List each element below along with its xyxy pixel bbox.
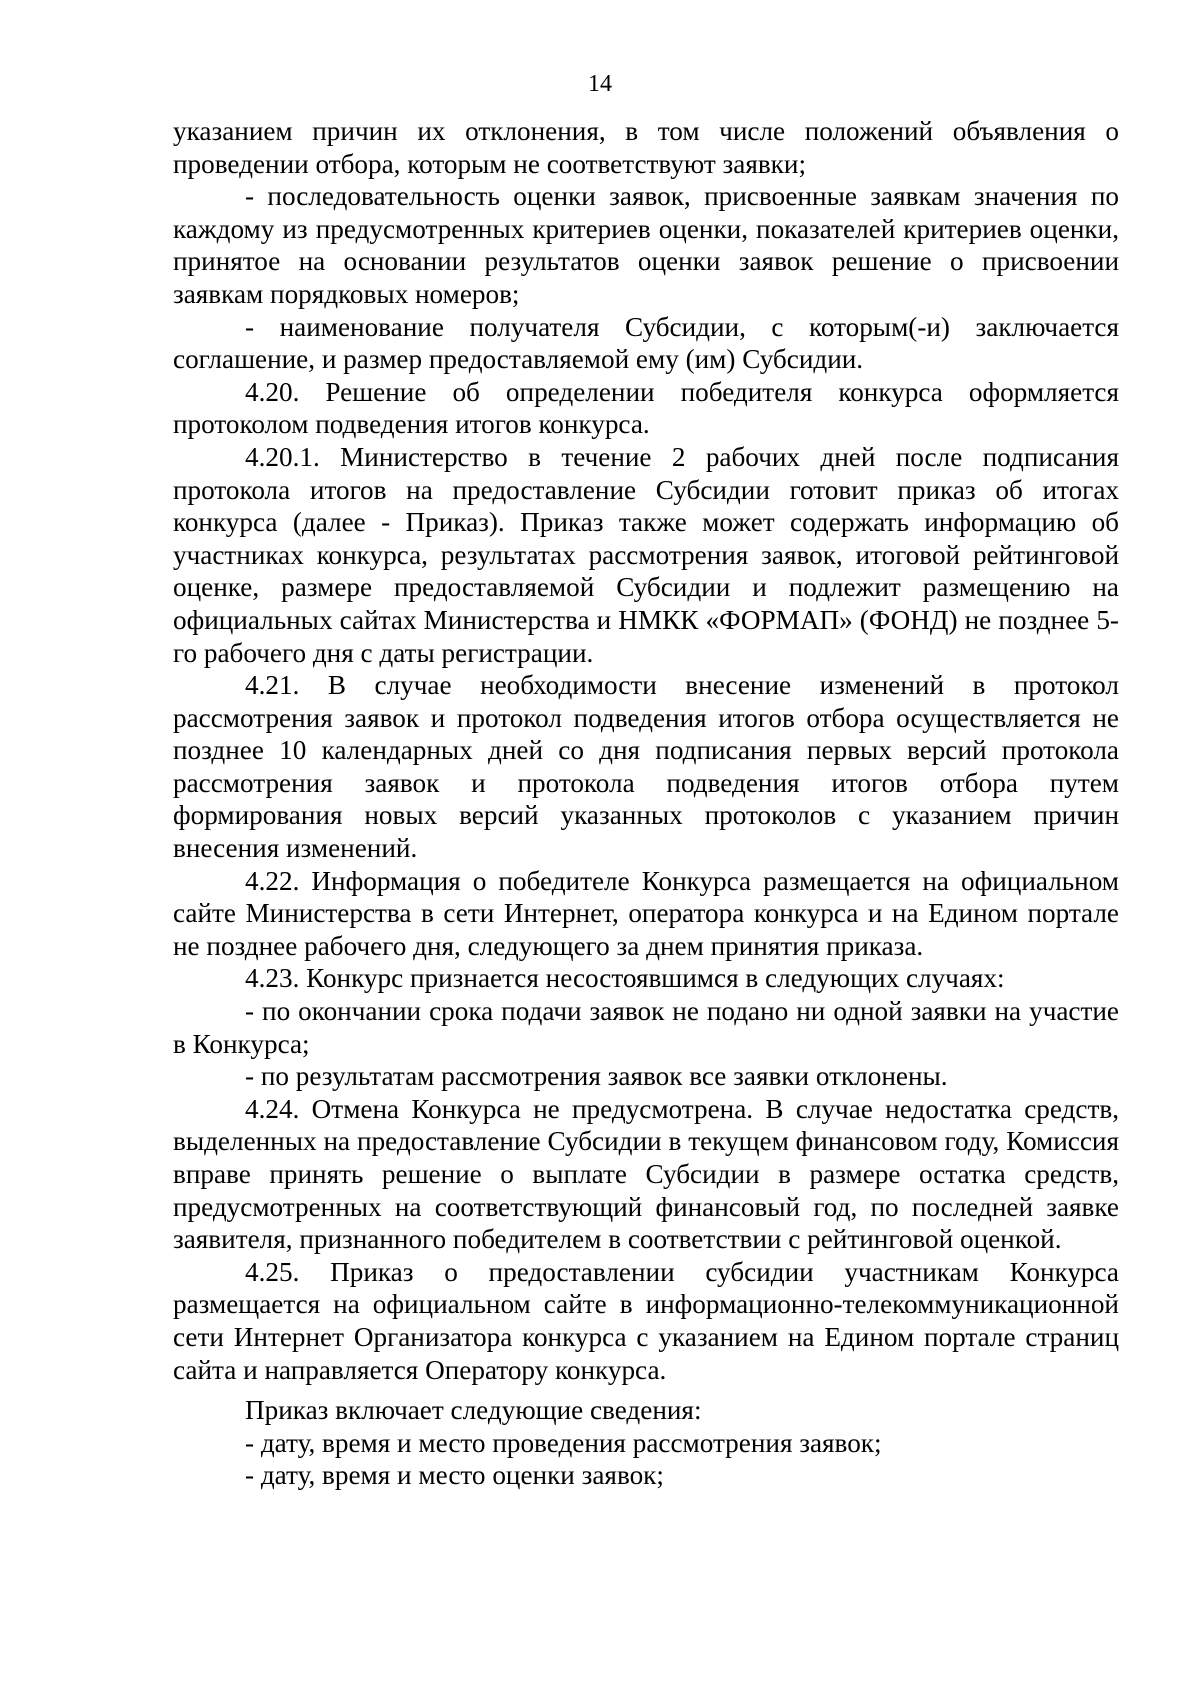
paragraph: - последовательность оценки заявок, присвоенные заявкам значения по каждому из предусмотренных критериев оценки, показателей критериев оценки, принятое на основании результатов оценки заявок решение о присвоении заявкам порядковых номеров; (173, 181, 1119, 309)
paragraph: 4.20. Решение об определении победителя конкурса оформляется протоколом подведения итогов конкурса. (173, 376, 1119, 440)
page-number: 14 (588, 71, 612, 97)
paragraph: 4.24. Отмена Конкурса не предусмотрена. В случае недостатка средств, выделенных на предоставление Субсидии в текущем финансовом году, Комиссия вправе принять решение о выплате Субсидии в размере остатка средств, предусмотренных на соответствующий финансовый год, по последней заявке заявителя, признанного победителем в соответствии с рейтинговой оценкой. (173, 1093, 1119, 1255)
document-body (173, 115, 1119, 1492)
paragraph: - дату, время и место оценки заявок; (245, 1460, 664, 1491)
paragraph: указанием причин их отклонения, в том числе положений объявления о проведении отбора, которым не соответствуют заявки; (173, 116, 1119, 179)
paragraph: 4.23. Конкурс признается несостоявшимся в следующих случаях: (245, 963, 1005, 994)
paragraph: 4.22. Информация о победителе Конкурса размещается на официальном сайте Министерства в сети Интернет, оператора конкурса и на Едином портале не позднее рабочего дня, следующего за днем принятия приказа. (173, 865, 1119, 961)
paragraph: - наименование получателя Субсидии, с которым(-и) заключается соглашение, и размер предоставляемой ему (им) Субсидии. (173, 311, 1119, 375)
paragraph: 4.20.1. Министерство в течение 2 рабочих дней после подписания протокола итогов на предоставление Субсидии готовит приказ об итогах конкурса (далее - Приказ). Приказ также может содержать информацию об участниках конкурса, результатах рассмотрения заявок, итоговой рейтинговой оценке, размере предоставляемой Субсидии и подлежит размещению на официальных сайтах Министерства и НМКК «ФОРМАП» (ФОНД) не позднее 5-го рабочего дня с даты регистрации. (173, 441, 1119, 668)
paragraph: 4.25. Приказ о предоставлении субсидии участникам Конкурса размещается на официальном сайте в информационно-телекоммуникационной сети Интернет Организатора конкурса с указанием на Едином портале страниц сайта и направляется Оператору конкурса. (173, 1256, 1119, 1385)
paragraph: - по окончании срока подачи заявок не подано ни одной заявки на участие в Конкурса; (173, 996, 1119, 1059)
paragraph: - дату, время и место проведения рассмотрения заявок; (245, 1427, 882, 1458)
paragraph: Приказ включает следующие сведения: (245, 1395, 702, 1426)
paragraph: - по результатам рассмотрения заявок все заявки отклонены. (245, 1061, 948, 1092)
paragraph: 4.21. В случае необходимости внесение изменений в протокол рассмотрения заявок и протокол подведения итогов отбора осуществляется не позднее 10 календарных дней со дня подписания первых версий протокола рассмотрения заявок и протокола подведения итогов отбора путем формирования новых версий указанных протоколов с указанием причин внесения изменений. (173, 670, 1119, 864)
